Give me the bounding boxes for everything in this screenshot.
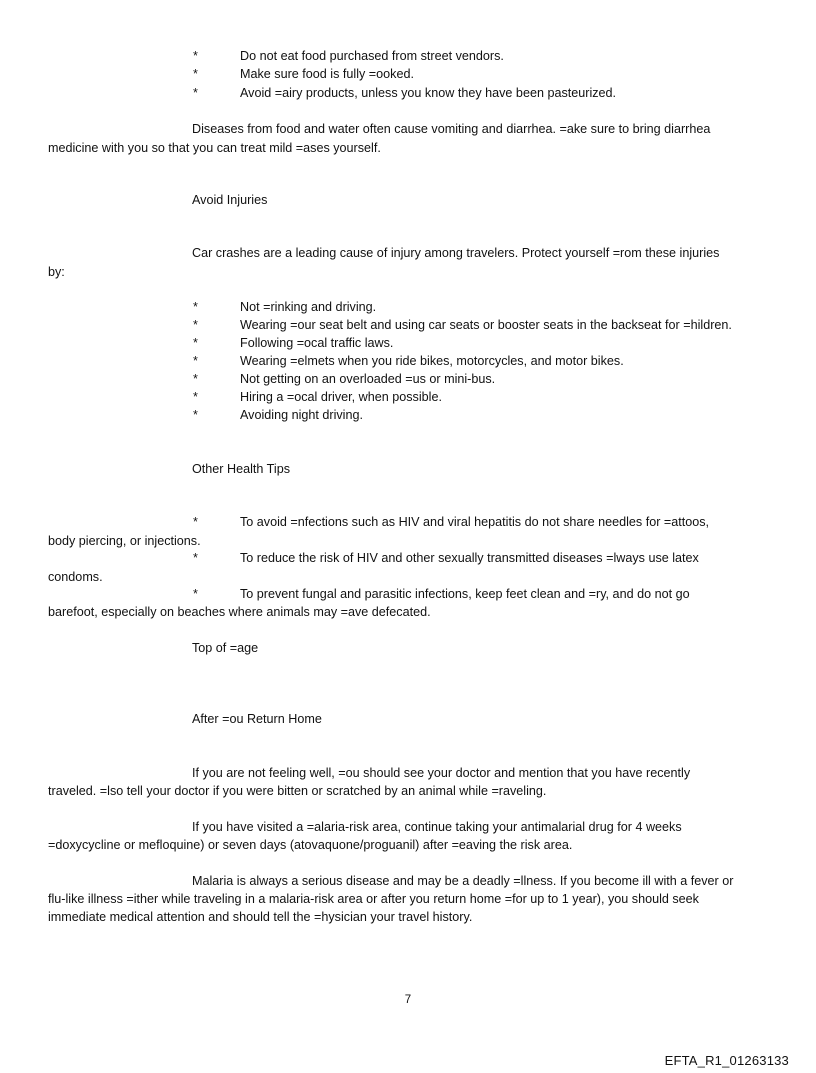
food-paragraph-line-1: Diseases from food and water often cause vomiting and diarrhea. =ake sure to bring diarrhea <box>192 122 711 136</box>
injury-item-3: Following =ocal traffic laws. <box>240 336 394 350</box>
page-number: 7 <box>404 994 412 1006</box>
tip-1-line-1: To avoid =nfections such as HIV and viral hepatitis do not share needles for =attoos, <box>240 515 710 529</box>
return-p1-line-2: traveled. =lso tell your doctor if you were bitten or scratched by an animal while =raveling. <box>48 784 547 798</box>
return-p1-line-1: If you are not feeling well, =ou should see your doctor and mention that you have recently <box>192 766 691 780</box>
return-p2-line-2: =doxycycline or mefloquine) or seven days (atovaquone/proguanil) after =eaving the risk area. <box>48 838 573 852</box>
bullet-marker: * <box>193 67 198 81</box>
return-p3-line-2: flu-like illness =ither while traveling in a malaria-risk area or after you return home =for up to 1 year), you should seek <box>48 892 699 906</box>
bullet-marker: * <box>193 587 198 601</box>
return-p3-line-1: Malaria is always a serious disease and may be a deadly =llness. If you become ill with a fever or <box>192 874 734 888</box>
food-bullet-2: Make sure food is fully =ooked. <box>240 67 414 81</box>
bullet-marker: * <box>193 372 198 386</box>
injury-item-1: Not =rinking and driving. <box>240 300 377 314</box>
food-paragraph-line-2: medicine with you so that you can treat mild =ases yourself. <box>48 141 381 155</box>
tip-1-line-2: body piercing, or injections. <box>48 534 201 548</box>
injuries-intro-line-1: Car crashes are a leading cause of injury among travelers. Protect yourself =rom these injuries <box>192 246 720 260</box>
injury-item-5: Not getting on an overloaded =us or mini-bus. <box>240 372 496 386</box>
tip-3-line-2: barefoot, especially on beaches where animals may =ave defecated. <box>48 605 431 619</box>
injuries-heading: Avoid Injuries <box>192 193 268 207</box>
return-home-heading: After =ou Return Home <box>192 712 322 726</box>
bullet-marker: * <box>193 408 198 422</box>
return-p2-line-1: If you have visited a =alaria-risk area, continue taking your antimalarial drug for 4 weeks <box>192 820 682 834</box>
bullet-marker: * <box>193 515 198 529</box>
bullet-marker: * <box>193 336 198 350</box>
other-tips-heading: Other Health Tips <box>192 462 290 476</box>
injury-item-4: Wearing =elmets when you ride bikes, motorcycles, and motor bikes. <box>240 354 624 368</box>
document-id-stamp: EFTA_R1_01263133 <box>664 1053 789 1068</box>
bullet-marker: * <box>193 49 198 63</box>
bullet-marker: * <box>193 86 198 100</box>
injuries-intro-line-2: by: <box>48 265 65 279</box>
bullet-marker: * <box>193 354 198 368</box>
food-bullet-3: Avoid =airy products, unless you know they have been pasteurized. <box>240 86 617 100</box>
bullet-marker: * <box>193 318 198 332</box>
injury-item-7: Avoiding night driving. <box>240 408 363 422</box>
bullet-marker: * <box>193 390 198 404</box>
injury-item-2: Wearing =our seat belt and using car seats or booster seats in the backseat for =hildren. <box>240 318 732 332</box>
injury-item-6: Hiring a =ocal driver, when possible. <box>240 390 442 404</box>
tip-2-line-1: To reduce the risk of HIV and other sexually transmitted diseases =lways use latex <box>240 551 699 565</box>
bullet-marker: * <box>193 551 198 565</box>
top-of-page-link[interactable]: Top of =age <box>192 641 259 655</box>
tip-2-line-2: condoms. <box>48 570 103 584</box>
bullet-marker: * <box>193 300 198 314</box>
food-bullet-1: Do not eat food purchased from street vendors. <box>240 49 504 63</box>
return-p3-line-3: immediate medical attention and should tell the =hysician your travel history. <box>48 910 473 924</box>
tip-3-line-1: To prevent fungal and parasitic infections, keep feet clean and =ry, and do not go <box>240 587 690 601</box>
